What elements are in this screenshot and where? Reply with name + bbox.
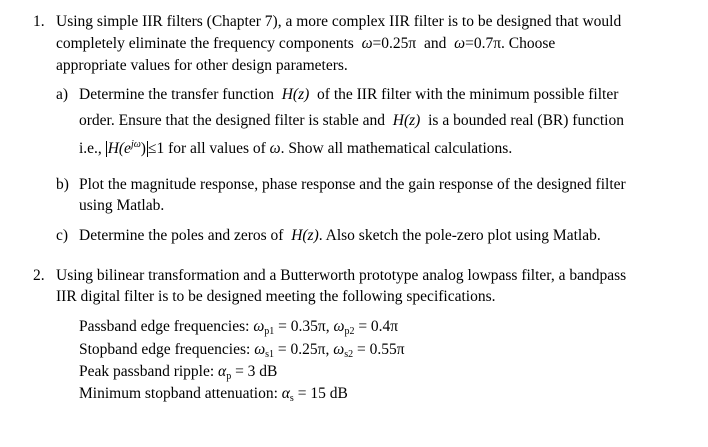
q1c-label: c) (56, 227, 69, 244)
spec-attenuation: Minimum stopband attenuation: $\alpha_s = 15$ dB (79, 385, 348, 404)
q1b-line-1: Plot the magnitude response, phase response and the gain response of the designed filter (79, 176, 626, 193)
q2-line-1: Using bilinear transformation and a Butterworth prototype analog lowpass filter, a bandpass (56, 267, 627, 284)
question-2-number: 2. (33, 267, 45, 284)
q1-line-2: completely eliminate the frequency components ω=0.25π and ω=0.7π. Choose (56, 35, 556, 52)
q1a-label: a) (56, 86, 69, 103)
q1c-line-1: Determine the poles and zeros of H(z). Also sketch the pole-zero plot using Matlab. (79, 227, 601, 244)
q1b-line-2: using Matlab. (79, 197, 165, 214)
q1a-line-3: i.e., $H(e^{j\omega}) \le 1$ for all values of ω. Show all mathematical calculations. (79, 139, 513, 157)
q1b-label: b) (56, 176, 69, 193)
question-1-number: 1. (33, 13, 45, 30)
spec-stopband: Stopband edge frequencies: $\omega_{s1} = 0.25\pi$, $\omega_{s2} = 0.55\pi$ (79, 341, 405, 360)
q1-line-3: appropriate values for other design parameters. (56, 57, 348, 74)
q1a-line-1: Determine the transfer function H(z) of the IIR filter with the minimum possible filter (79, 86, 619, 103)
magnitude-expression: $H(e^{j\omega})$ (107, 139, 146, 157)
q2-line-2: IIR digital filter is to be designed meeting the following specifications. (56, 288, 496, 305)
spec-passband: Passband edge frequencies: $\omega_{p1} = 0.35\pi$, $\omega_{p2} = 0.4\pi$ (79, 318, 399, 337)
q1a-line-2: order. Ensure that the designed filter is stable and H(z) is a bounded real (BR) function (79, 112, 624, 129)
spec-ripple: Peak passband ripple: $\alpha_p = 3$ dB (79, 363, 278, 382)
q1-line-1: Using simple IIR filters (Chapter 7), a more complex IIR filter is to be designed that would (56, 13, 622, 30)
